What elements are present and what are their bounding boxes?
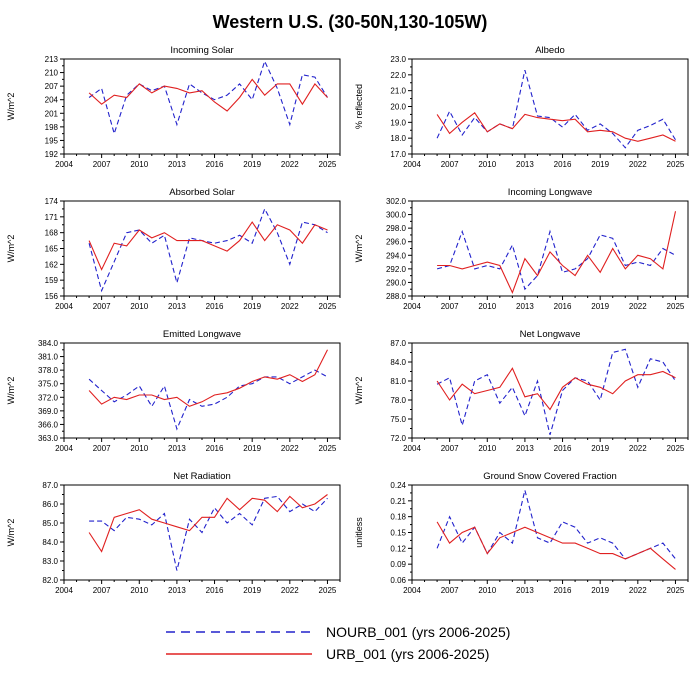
x-tick-label: 2004 bbox=[55, 302, 73, 311]
y-tick-label: 0.15 bbox=[390, 528, 406, 538]
chart-title: Albedo bbox=[535, 45, 565, 56]
y-tick-label: 375.0 bbox=[37, 379, 58, 389]
y-tick-label: 207 bbox=[44, 82, 58, 92]
y-axis-label: W/m^2 bbox=[6, 518, 16, 547]
y-tick-label: 296.0 bbox=[385, 237, 406, 247]
y-tick-label: 86.0 bbox=[42, 500, 58, 509]
x-tick-label: 2013 bbox=[168, 586, 186, 595]
x-tick-label: 2010 bbox=[130, 302, 149, 311]
y-tick-label: 381.0 bbox=[37, 352, 58, 362]
y-tick-label: 294.0 bbox=[385, 251, 406, 261]
chart-title: Incoming Solar bbox=[170, 45, 234, 56]
series-line-urb_001 bbox=[89, 222, 327, 270]
y-tick-label: 174 bbox=[44, 197, 58, 206]
x-tick-label: 2016 bbox=[205, 160, 224, 169]
x-tick-label: 2016 bbox=[553, 302, 572, 311]
plot-frame bbox=[412, 59, 688, 154]
chart-incoming-solar bbox=[2, 42, 350, 184]
y-tick-label: 23.0 bbox=[390, 55, 406, 64]
x-tick-label: 2010 bbox=[130, 444, 149, 453]
chart-svg bbox=[350, 42, 698, 184]
x-tick-label: 2010 bbox=[478, 302, 497, 311]
y-tick-label: 87.0 bbox=[390, 339, 406, 348]
chart-incoming-longwave bbox=[350, 184, 698, 326]
x-tick-label: 2022 bbox=[628, 302, 647, 311]
x-tick-label: 2019 bbox=[243, 160, 262, 169]
y-tick-label: 84.0 bbox=[42, 538, 58, 547]
y-tick-label: 384.0 bbox=[37, 339, 58, 348]
y-axis-label: W/m^2 bbox=[6, 376, 16, 405]
x-tick-label: 2019 bbox=[591, 586, 610, 595]
x-tick-label: 2025 bbox=[318, 302, 337, 311]
y-tick-label: 288.0 bbox=[385, 292, 406, 301]
x-tick-label: 2022 bbox=[628, 444, 647, 453]
series-line-urb_001 bbox=[437, 113, 675, 142]
y-tick-label: 201 bbox=[44, 109, 58, 119]
chart-absorbed-solar bbox=[2, 184, 350, 326]
chart-svg bbox=[2, 42, 350, 184]
chart-title: Incoming Longwave bbox=[507, 187, 593, 198]
x-tick-label: 2004 bbox=[403, 586, 421, 595]
x-tick-label: 2022 bbox=[280, 586, 299, 595]
chart-svg bbox=[350, 326, 698, 468]
y-tick-label: 298.0 bbox=[385, 224, 406, 234]
y-tick-label: 300.0 bbox=[385, 210, 406, 220]
legend-label-urb: URB_001 (yrs 2006-2025) bbox=[326, 646, 490, 662]
series-line-urb_001 bbox=[89, 495, 327, 552]
y-tick-label: 168 bbox=[44, 228, 58, 238]
chart-title: Absorbed Solar bbox=[169, 187, 235, 198]
x-tick-label: 2004 bbox=[55, 160, 73, 169]
y-tick-label: 75.0 bbox=[390, 415, 406, 424]
y-tick-label: 81.0 bbox=[390, 377, 406, 386]
y-tick-label: 78.0 bbox=[390, 396, 406, 405]
y-tick-label: 213 bbox=[44, 55, 58, 64]
y-tick-label: 18.0 bbox=[390, 134, 406, 144]
y-tick-label: 192 bbox=[44, 150, 58, 159]
x-tick-label: 2007 bbox=[440, 586, 459, 595]
y-tick-label: 17.0 bbox=[390, 150, 406, 159]
y-tick-label: 204 bbox=[44, 95, 58, 105]
x-tick-label: 2004 bbox=[403, 160, 421, 169]
x-tick-label: 2025 bbox=[666, 302, 685, 311]
x-tick-label: 2025 bbox=[666, 586, 685, 595]
legend bbox=[0, 624, 700, 662]
y-tick-label: 0.06 bbox=[390, 576, 406, 585]
chart-emitted-longwave bbox=[2, 326, 350, 468]
x-tick-label: 2013 bbox=[168, 444, 186, 453]
y-tick-label: 210 bbox=[44, 68, 58, 78]
y-tick-label: 165 bbox=[44, 244, 58, 254]
series-line-urb_001 bbox=[437, 368, 675, 409]
legend-line-solid-icon bbox=[164, 649, 314, 659]
series-line-nourb_001 bbox=[437, 232, 675, 290]
x-tick-label: 2019 bbox=[591, 160, 610, 169]
x-tick-label: 2016 bbox=[553, 586, 572, 595]
chart-albedo bbox=[350, 42, 698, 184]
y-tick-label: 195 bbox=[44, 136, 58, 146]
y-axis-label: unitless bbox=[354, 517, 364, 548]
plot-frame bbox=[64, 59, 340, 154]
x-tick-label: 2007 bbox=[92, 586, 111, 595]
x-tick-label: 2013 bbox=[516, 586, 534, 595]
chart-title: Net Radiation bbox=[173, 471, 231, 482]
x-tick-label: 2013 bbox=[516, 160, 534, 169]
x-tick-label: 2019 bbox=[591, 444, 610, 453]
y-tick-label: 82.0 bbox=[42, 576, 58, 585]
x-tick-label: 2007 bbox=[92, 444, 111, 453]
y-axis-label: W/m^2 bbox=[6, 234, 16, 263]
y-tick-label: 0.21 bbox=[390, 496, 406, 506]
x-tick-label: 2004 bbox=[55, 444, 73, 453]
x-tick-label: 2022 bbox=[628, 586, 647, 595]
x-tick-label: 2013 bbox=[168, 302, 186, 311]
y-tick-label: 22.0 bbox=[390, 70, 406, 80]
x-tick-label: 2025 bbox=[318, 160, 337, 169]
y-tick-label: 156 bbox=[44, 292, 58, 301]
y-tick-label: 171 bbox=[44, 212, 58, 222]
y-tick-label: 0.09 bbox=[390, 560, 406, 570]
x-tick-label: 2025 bbox=[666, 160, 685, 169]
x-tick-label: 2013 bbox=[516, 302, 534, 311]
y-axis-label: W/m^2 bbox=[354, 234, 364, 263]
x-tick-label: 2022 bbox=[280, 160, 299, 169]
x-tick-label: 2016 bbox=[205, 302, 224, 311]
chart-svg bbox=[2, 468, 350, 610]
legend-item-urb bbox=[164, 646, 536, 662]
x-tick-label: 2010 bbox=[478, 160, 497, 169]
y-tick-label: 366.0 bbox=[37, 420, 58, 430]
y-axis-label: % reflected bbox=[354, 83, 364, 130]
x-tick-label: 2016 bbox=[553, 160, 572, 169]
x-tick-label: 2019 bbox=[243, 302, 262, 311]
charts-grid bbox=[2, 42, 698, 610]
chart-net-longwave bbox=[350, 326, 698, 468]
plot-frame bbox=[412, 485, 688, 580]
chart-svg bbox=[2, 184, 350, 326]
x-tick-label: 2019 bbox=[243, 444, 262, 453]
x-tick-label: 2022 bbox=[280, 302, 299, 311]
x-tick-label: 2010 bbox=[478, 586, 497, 595]
x-tick-label: 2016 bbox=[553, 444, 572, 453]
y-tick-label: 0.12 bbox=[390, 544, 406, 554]
chart-net-radiation bbox=[2, 468, 350, 610]
x-tick-label: 2010 bbox=[130, 160, 149, 169]
x-tick-label: 2007 bbox=[440, 444, 459, 453]
x-tick-label: 2025 bbox=[318, 444, 337, 453]
y-tick-label: 302.0 bbox=[385, 197, 406, 206]
x-tick-label: 2007 bbox=[92, 160, 111, 169]
y-tick-label: 378.0 bbox=[37, 366, 58, 376]
x-tick-label: 2025 bbox=[318, 586, 337, 595]
chart-svg bbox=[350, 184, 698, 326]
y-tick-label: 0.18 bbox=[390, 512, 406, 522]
y-tick-label: 162 bbox=[44, 260, 58, 270]
x-tick-label: 2022 bbox=[628, 160, 647, 169]
y-tick-label: 87.0 bbox=[42, 481, 58, 490]
y-axis-label: W/m^2 bbox=[6, 92, 16, 121]
x-tick-label: 2010 bbox=[478, 444, 497, 453]
y-tick-label: 290.0 bbox=[385, 278, 406, 288]
series-line-nourb_001 bbox=[437, 70, 675, 148]
legend-line-dashed-icon bbox=[164, 627, 314, 637]
x-tick-label: 2010 bbox=[130, 586, 149, 595]
series-line-nourb_001 bbox=[89, 209, 327, 291]
y-tick-label: 21.0 bbox=[390, 86, 406, 96]
chart-ground-snow-fraction bbox=[350, 468, 698, 610]
x-tick-label: 2004 bbox=[55, 586, 73, 595]
plot-frame bbox=[64, 343, 340, 438]
x-tick-label: 2022 bbox=[280, 444, 299, 453]
y-axis-label: W/m^2 bbox=[354, 376, 364, 405]
x-tick-label: 2019 bbox=[243, 586, 262, 595]
legend-label-nourb: NOURB_001 (yrs 2006-2025) bbox=[326, 624, 511, 640]
chart-title: Ground Snow Covered Fraction bbox=[483, 471, 617, 482]
x-tick-label: 2004 bbox=[403, 302, 421, 311]
y-tick-label: 19.0 bbox=[390, 118, 406, 128]
x-tick-label: 2025 bbox=[666, 444, 685, 453]
chart-title: Net Longwave bbox=[519, 329, 581, 340]
y-tick-label: 84.0 bbox=[390, 358, 406, 367]
x-tick-label: 2013 bbox=[516, 444, 534, 453]
series-line-nourb_001 bbox=[89, 496, 327, 570]
y-tick-label: 372.0 bbox=[37, 393, 58, 403]
x-tick-label: 2007 bbox=[92, 302, 111, 311]
y-tick-label: 72.0 bbox=[390, 434, 406, 443]
plot-frame bbox=[412, 201, 688, 296]
y-tick-label: 363.0 bbox=[37, 434, 58, 443]
y-tick-label: 0.24 bbox=[390, 481, 406, 490]
y-tick-label: 83.0 bbox=[42, 557, 58, 566]
y-tick-label: 369.0 bbox=[37, 406, 58, 416]
y-tick-label: 159 bbox=[44, 276, 58, 286]
chart-title: Emitted Longwave bbox=[162, 329, 242, 340]
series-line-nourb_001 bbox=[437, 490, 675, 559]
legend-item-nourb bbox=[164, 624, 536, 640]
chart-svg bbox=[350, 468, 698, 610]
chart-svg bbox=[2, 326, 350, 468]
y-tick-label: 198 bbox=[44, 122, 58, 132]
y-tick-label: 20.0 bbox=[390, 102, 406, 112]
x-tick-label: 2016 bbox=[205, 444, 224, 453]
x-tick-label: 2004 bbox=[403, 444, 421, 453]
series-line-urb_001 bbox=[89, 350, 327, 407]
page-title: Western U.S. (30-50N,130-105W) bbox=[212, 12, 488, 32]
x-tick-label: 2007 bbox=[440, 302, 459, 311]
y-tick-label: 292.0 bbox=[385, 264, 406, 274]
y-tick-label: 85.0 bbox=[42, 519, 58, 528]
series-line-urb_001 bbox=[89, 79, 327, 111]
x-tick-label: 2007 bbox=[440, 160, 459, 169]
x-tick-label: 2019 bbox=[591, 302, 610, 311]
x-tick-label: 2016 bbox=[205, 586, 224, 595]
x-tick-label: 2013 bbox=[168, 160, 186, 169]
